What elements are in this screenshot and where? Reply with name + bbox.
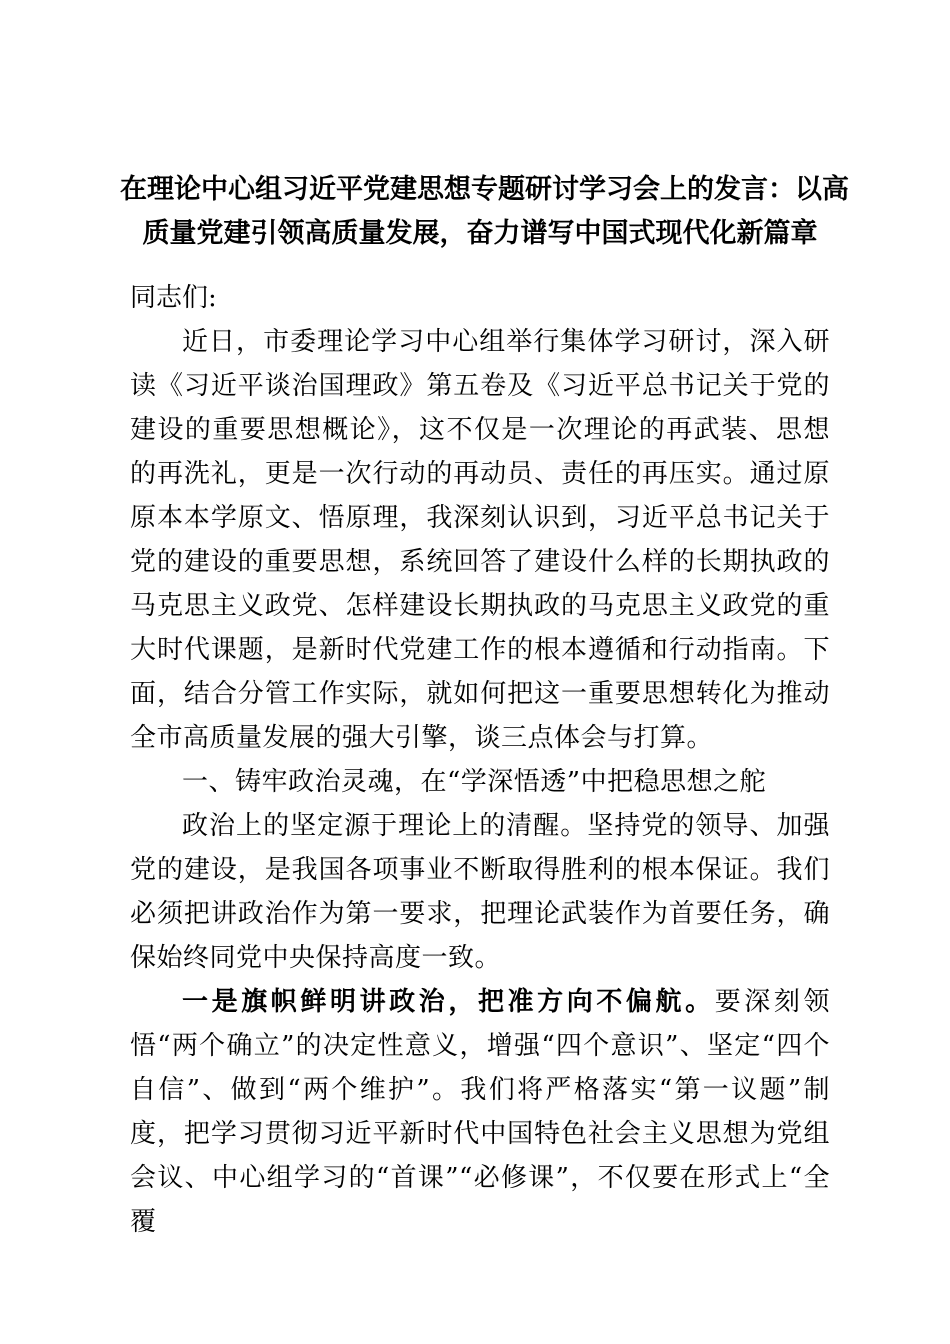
title-line-2: 质量党建引领高质量发展，奋力谱写中国式现代化新篇章 <box>142 218 818 249</box>
salutation: 同志们: <box>130 283 217 313</box>
title-line-1: 在理论中心组习近平党建思想专题研讨学习会上的发言：以高 <box>120 174 849 205</box>
document-page <box>120 168 849 1244</box>
paragraph-section-1: 政治上的坚定源于理论上的清醒。坚持党的领导、加强党的建设，是我国各项事业不断取得胜利的根本保证。我们必须把讲政治作为第一要求，把理论武装作为首要任务，确保始终同党中央保持高度一致。 <box>130 811 830 973</box>
point-1-lead: 一是旗帜鲜明讲政治，把准方向不偏航。 <box>182 987 715 1017</box>
point-1-body: 要深刻领悟“两个确立”的决定性意义，增强“四个意识”、坚定“四个自信”、做到“两个维护”。我们将严格落实“第一议题”制度，把学习贯彻习近平新时代中国特色社会主义思想为党组会议、中心组学习的“首课”“必修课”，不仅要在形式上“全覆 <box>130 987 830 1237</box>
section-heading-1: 一、铸牢政治灵魂，在“学深悟透”中把稳思想之舵 <box>182 767 767 797</box>
paragraph-intro: 近日，市委理论学习中心组举行集体学习研讨，深入研读《习近平谈治国理政》第五卷及《习近平总书记关于党的建设的重要思想概论》，这不仅是一次理论的再武装、思想的再洗礼，更是一次行动的再动员、责任的再压实。通过原原本本学原文、悟原理，我深刻认识到，习近平总书记关于党的建设的重要思想，系统回答了建设什么样的长期执政的马克思主义政党、怎样建设长期执政的马克思主义政党的重大时代课题，是新时代党建工作的根本遵循和行动指南。下面，结合分管工作实际，就如何把这一重要思想转化为推动全市高质量发展的强大引擎，谈三点体会与打算。 <box>130 327 830 753</box>
document-title <box>120 168 849 256</box>
paragraph-point-1 <box>130 980 830 1244</box>
